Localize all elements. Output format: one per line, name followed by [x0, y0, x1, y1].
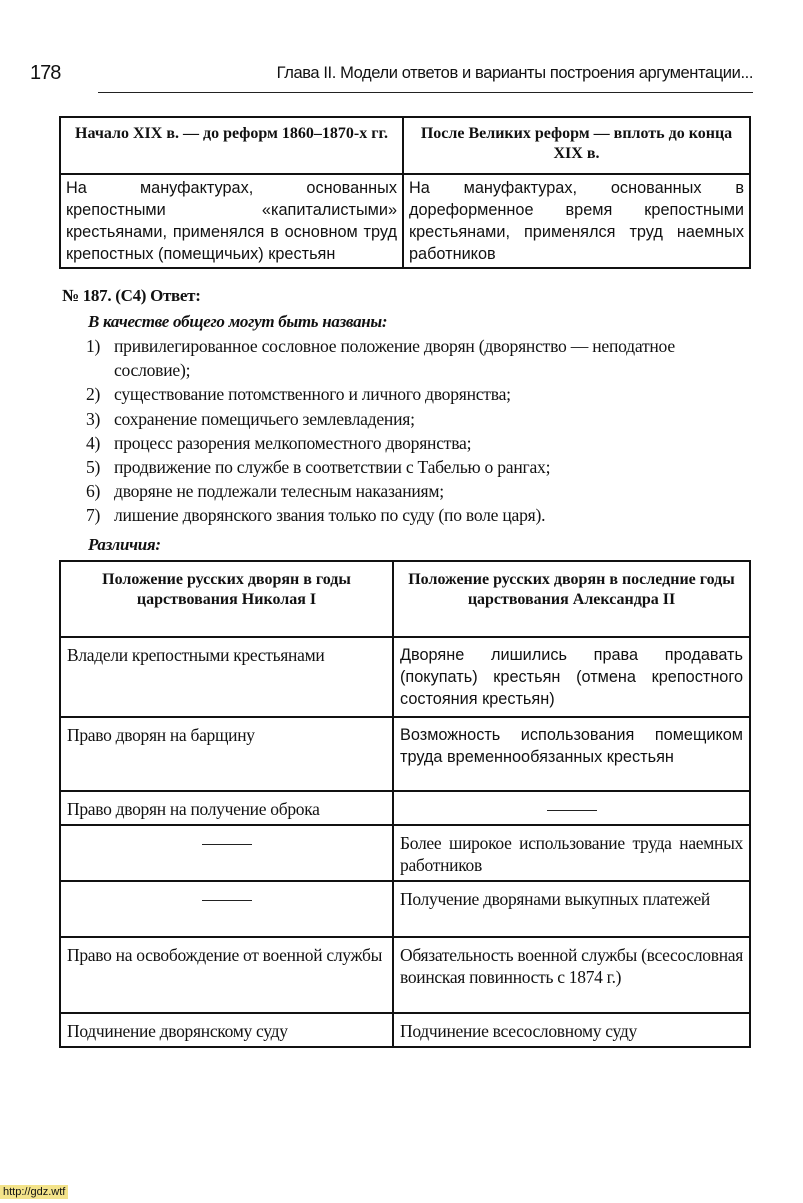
list-item-number: 5): [86, 457, 101, 478]
list-item-text: существование потомственного и личного дворянства;: [114, 384, 511, 405]
header-rule: [98, 92, 753, 93]
table-header-cell: Начало XIX в. — до реформ 1860–1870-х гг.: [60, 117, 403, 174]
list-item-text: процесс разорения мелкопоместного дворянства;: [114, 432, 472, 453]
table-row: [60, 1013, 750, 1047]
running-head: [30, 62, 753, 88]
table-row: [60, 825, 750, 881]
list-item: [86, 431, 751, 455]
table-cell: Подчинение всесословному суду: [393, 1013, 750, 1047]
table-row: [60, 791, 750, 825]
list-item: [86, 407, 751, 431]
watermark-link[interactable]: http://gdz.wtf: [0, 1185, 68, 1199]
comparison-table-manufactures: [59, 116, 751, 269]
table-cell: Подчинение дворянскому суду: [60, 1013, 393, 1047]
table-cell: Получение дворянами выкупных платежей: [393, 881, 750, 937]
table-row: [60, 174, 750, 268]
dash-placeholder: [202, 844, 252, 845]
comparison-table-nobility: [59, 560, 751, 1048]
page-number: 178: [30, 62, 61, 84]
table-cell: Дворяне лишились права продавать (покупать) крестьян (отмена крепостного состояния крестьян): [393, 637, 750, 717]
table-row: [60, 717, 750, 791]
list-item: [86, 479, 751, 503]
list-item-number: 2): [86, 384, 101, 405]
table-row: [60, 637, 750, 717]
table-header-row: [60, 561, 750, 637]
table-row: [60, 937, 750, 1013]
table-row: [60, 881, 750, 937]
differences-label: Различия:: [88, 535, 161, 554]
table-cell: Право на освобождение от военной службы: [60, 937, 393, 1013]
list-item-number: 3): [86, 408, 101, 429]
table-cell: На мануфактурах, основанных крепостными «капиталистыми» крестьянами, применялся в основном труд крепостных (помещичьих) крестьян: [60, 174, 403, 268]
dash-placeholder: [202, 900, 252, 901]
list-item-number: 1): [86, 336, 101, 356]
list-item: [86, 503, 751, 527]
table-cell: Владели крепостными крестьянами: [60, 637, 393, 717]
table-cell: Право дворян на получение оброка: [60, 791, 393, 825]
list-item-number: 4): [86, 432, 101, 453]
table-cell: Более широкое использование труда наемных работников: [393, 825, 750, 881]
table-header-row: [60, 117, 750, 174]
table-header-cell: После Великих реформ — вплоть до конца XIX в.: [403, 117, 750, 174]
list-item-text: лишение дворянского звания только по суду (по воле царя).: [114, 505, 546, 526]
list-item: [86, 455, 751, 479]
list-item-number: 6): [86, 481, 101, 502]
list-item-number: 7): [86, 505, 101, 526]
task-heading: № 187. (С4) Ответ:: [62, 286, 201, 305]
table-cell: Возможность использования помещиком труда временнообязанных крестьян: [393, 717, 750, 791]
common-features-label: В качестве общего могут быть названы:: [88, 312, 388, 331]
list-item: [86, 334, 751, 382]
table-cell: Право дворян на барщину: [60, 717, 393, 791]
list-item-text: продвижение по службе в соответствии с Табелью о рангах;: [114, 457, 551, 478]
common-features-list: [86, 334, 751, 528]
list-item: [86, 382, 751, 406]
dash-placeholder: [547, 810, 597, 811]
table-cell-empty: [393, 791, 750, 825]
table-cell-empty: [60, 825, 393, 881]
table-cell-empty: [60, 881, 393, 937]
table-cell: Обязательность военной службы (всесословная воинская повинность с 1874 г.): [393, 937, 750, 1013]
table-header-cell: Положение русских дворян в годы царствования Николая I: [60, 561, 393, 637]
list-item-text: дворяне не подлежали телесным наказаниям;: [114, 481, 444, 502]
list-item-text: привилегированное сословное положение дворян (дворянство — неподатное сословие);: [114, 336, 675, 381]
chapter-title: Глава II. Модели ответов и варианты построения аргументации...: [276, 64, 753, 82]
table-header-cell: Положение русских дворян в последние годы царствования Александра II: [393, 561, 750, 637]
list-item-text: сохранение помещичьего землевладения;: [114, 408, 415, 429]
table-cell: На мануфактурах, основанных в дореформенное время крепостными крестьянами, применялся труд наемных работников: [403, 174, 750, 268]
